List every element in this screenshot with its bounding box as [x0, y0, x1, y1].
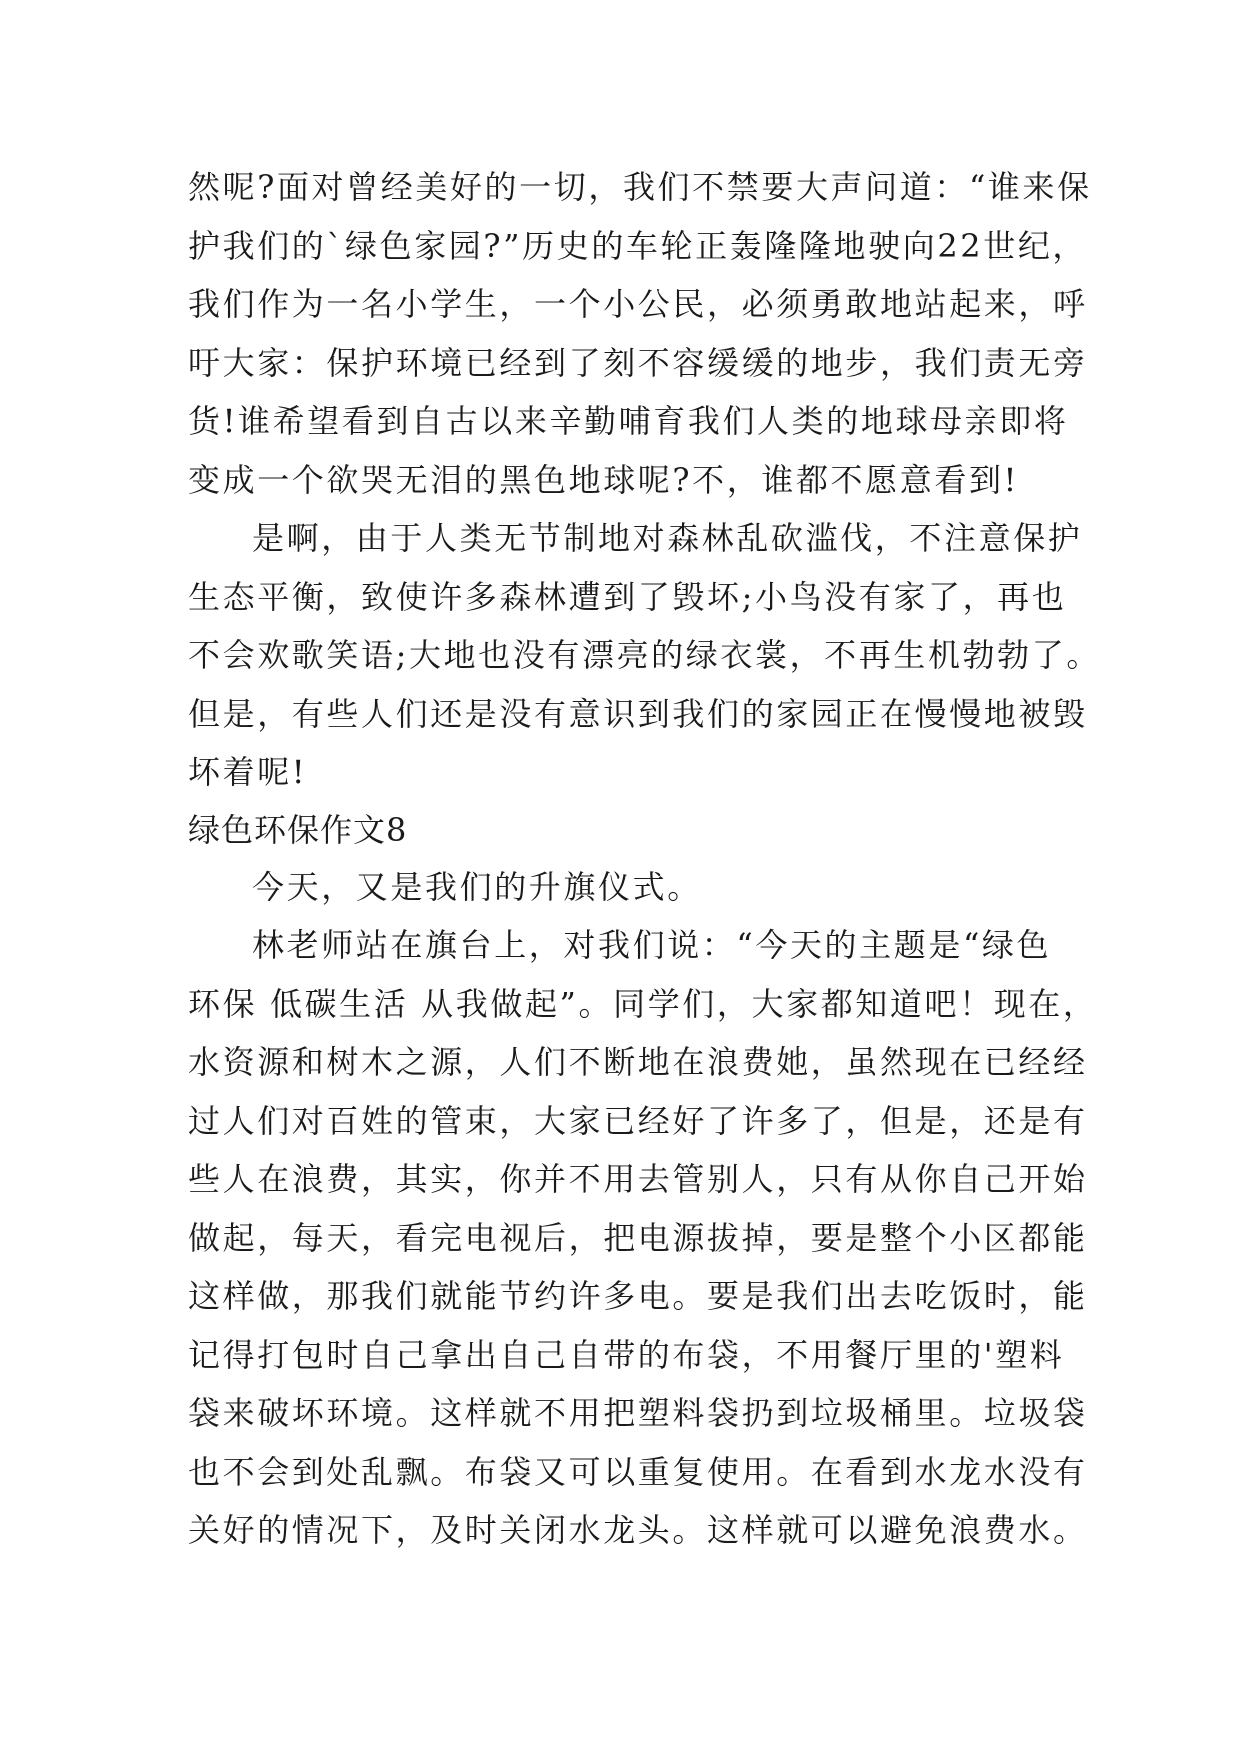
- paragraph-line: 这样做，那我们就能节约许多电。要是我们出去吃饭时，能: [188, 1277, 1088, 1315]
- paragraph-line: 是啊，由于人类无节制地对森林乱砍滥伐，不注意保护: [252, 519, 1083, 557]
- paragraph-line: 不会欢歌笑语;大地也没有漂亮的绿衣裳，不再生机勃勃了。: [188, 636, 1101, 674]
- paragraph-line: 我们作为一名小学生，一个小公民，必须勇敢地站起来，呼: [188, 285, 1088, 323]
- paragraph-line: 然呢?面对曾经美好的一切，我们不禁要大声问道：“谁来保: [188, 168, 1092, 206]
- paragraph-line: 记得打包时自己拿出自己自带的布袋，不用餐厅里的'塑料: [188, 1335, 1065, 1374]
- paragraph-line: 货!谁希望看到自古以来辛勤哺育我们人类的地球母亲即将: [188, 402, 1069, 440]
- paragraph-line: 林老师站在旗台上，对我们说：“今天的主题是“绿色: [252, 926, 1052, 964]
- paragraph-line: 关好的情况下，及时关闭水龙头。这样就可以避免浪费水。: [188, 1511, 1088, 1549]
- paragraph-line: 护我们的`绿色家园?”历史的车轮正轰隆隆地驶向22世纪，: [188, 226, 1088, 265]
- paragraph-line: 但是，有些人们还是没有意识到我们的家园正在慢慢地被毁: [188, 694, 1088, 733]
- essay-body: [188, 158, 1101, 1560]
- paragraph-line: 坏着呢!: [188, 753, 308, 791]
- paragraph-line: 吁大家：保护环境已经到了刻不容缓缓的地步，我们责无旁: [188, 343, 1088, 382]
- paragraph-line: 些人在浪费，其实，你并不用去管别人，只有从你自己开始: [188, 1160, 1088, 1198]
- paragraph-line: 变成一个欲哭无泪的黑色地球呢?不，谁都不愿意看到!: [188, 460, 1020, 499]
- paragraph-line: 今天，又是我们的升旗仪式。: [252, 867, 702, 906]
- section-heading: 绿色环保作文8: [188, 810, 408, 849]
- paragraph-line: 做起，每天，看完电视后，把电源拔掉，要是整个小区都能: [188, 1218, 1088, 1257]
- paragraph-line: 环保 低碳生活 从我做起”。同学们，大家都知道吧！现在，: [188, 984, 1098, 1023]
- paragraph-line: 水资源和树木之源，人们不断地在浪费她，虽然现在已经经: [188, 1043, 1088, 1081]
- paragraph-line: 袋来破坏环境。这样就不用把塑料袋扔到垃圾桶里。垃圾袋: [188, 1394, 1088, 1432]
- paragraph-line: 过人们对百姓的管束，大家已经好了许多了，但是，还是有: [188, 1101, 1088, 1140]
- paragraph-line: 生态平衡，致使许多森林遭到了毁坏;小鸟没有家了，再也: [188, 577, 1067, 616]
- paragraph-line: 也不会到处乱飘。布袋又可以重复使用。在看到水龙水没有: [188, 1452, 1088, 1491]
